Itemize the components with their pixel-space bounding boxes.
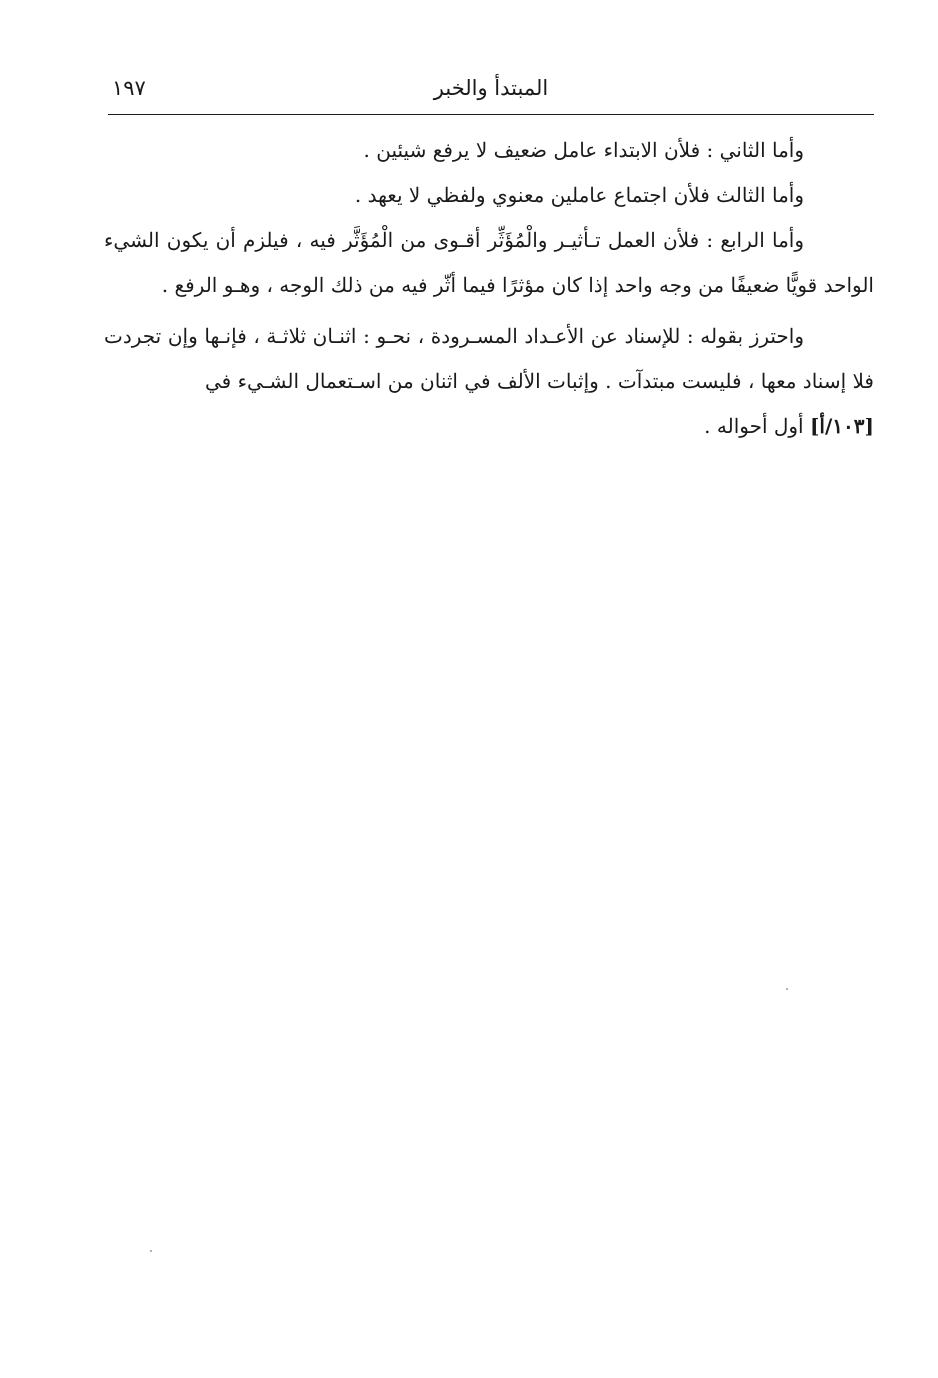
folio-reference: [١٠٣/أ] [809,414,874,438]
scan-speck [786,988,788,990]
paragraph-3: وأما الرابع : فلأن العمل تـأثيـر والْمُؤَثِّر أقـوى من الْمُؤَثَّر فيه ، فيلزم أن يكون الشيء الواحد قويًّا ضعيفًا من وجه واحد إذا كان مؤثرًا فيما أثّر فيه من ذلك الوجه ، وهـو الرفع . [104,228,874,297]
paragraph-4: واحترز بقوله : للإسناد عن الأعـداد المسـرودة ، نحـو : اثنـان ثلاثـة ، فإنـها وإن تجردت فلا إسناد معها ، فليست مبتدآت . وإثبات الألف في اثنان من اسـتعمال الشـيء في [104,324,874,393]
paragraph-4-continuation [104,404,874,449]
paragraph-1: وأما الثاني : فلأن الابتداء عامل ضعيف لا يرفع شيئين . [363,138,804,162]
running-title: المبتدأ والخبر [433,76,549,100]
body-text [104,128,874,449]
scan-speck [150,1250,152,1252]
header-rule [108,114,874,115]
page-number: ١٩٧ [112,76,146,100]
running-header [108,72,874,112]
paragraph-2: وأما الثالث فلأن اجتماع عاملين معنوي ولفظي لا يعهد . [354,183,804,207]
paragraph-4-end: أول أحواله . [704,414,810,438]
